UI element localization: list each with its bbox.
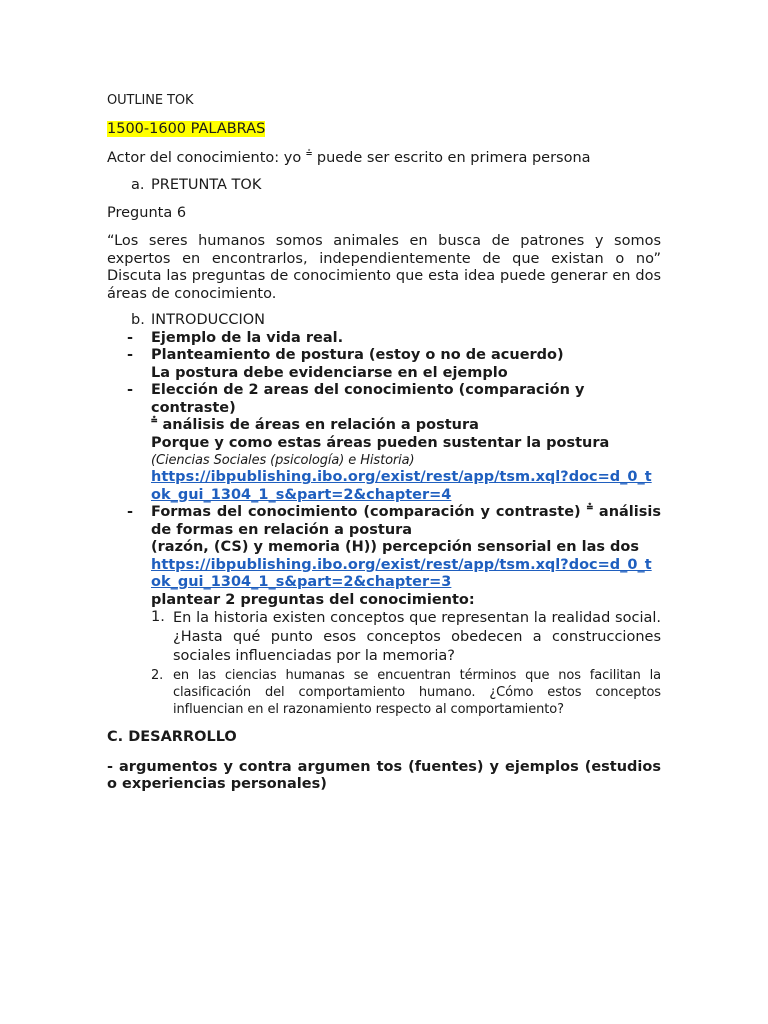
arrow-glyph-icon: ⩮	[305, 145, 313, 159]
bullet-areas-line1: Elección de 2 areas del conocimiento (comparación y contraste)	[151, 382, 585, 416]
bullet-areas-line3: Porque y como estas áreas pueden sustentar la postura	[151, 434, 610, 451]
actor-label: Actor del conocimiento: yo	[107, 149, 302, 166]
arrow-glyph-icon: ⩮	[586, 500, 593, 514]
section-a-marker: a.	[131, 177, 145, 193]
actor-note: puede ser escrito en primera persona	[312, 149, 591, 166]
section-c-heading: C. DESARROLLO	[107, 729, 237, 745]
bullet-postura-text	[151, 347, 661, 382]
question-label: Pregunta 6	[107, 204, 187, 221]
desarrollo-text: - argumentos y contra argumen tos (fuentes) y ejemplos (estudios o experiencias personales)	[107, 758, 661, 792]
numbered-item-2	[151, 667, 661, 718]
ibo-link-chapter-4[interactable]: https://ibpublishing.ibo.org/exist/rest/app/tsm.xql?doc=d_0_tok_gui_1304_1_s&part=2&chapter=4	[151, 469, 652, 503]
word-count-line	[107, 121, 661, 139]
word-count-highlight: 1500-1600 PALABRAS	[107, 121, 266, 137]
section-a-label: PRETUNTA TOK	[151, 177, 262, 193]
arrow-glyph-icon: ⩮	[151, 413, 158, 427]
bullet-areas-body	[151, 382, 661, 504]
numbered-item-2-text: en las ciencias humanas se encuentran términos que nos facilitan la clasificación del comportamiento humano. ¿Cómo estos conceptos influencian en el razonamiento respecto al comportamiento?	[173, 668, 661, 717]
numbered-item-1-text: En la historia existen conceptos que representan la realidad social. ¿Hasta qué punto esos conceptos obedecen a construcciones sociales influenciadas por la memoria?	[173, 610, 661, 664]
document-title: OUTLINE TOK	[107, 93, 194, 108]
bullet-areas	[107, 382, 661, 504]
bullet-example-text: Ejemplo de la vida real.	[151, 329, 344, 346]
bullet-dash: -	[127, 347, 134, 363]
bullet-dash: -	[127, 329, 134, 346]
question-text: “Los seres humanos somos animales en busca de patrones y somos expertos en encontrarlos, independientemente de que existan o no” Discuta las preguntas de conocimiento que esta idea puede generar en dos áreas de conocimiento.	[107, 233, 661, 302]
bullet-formas-body	[151, 500, 661, 609]
bullet-areas-italic-note: (Ciencias Sociales (psicología) e Historia)	[151, 453, 415, 468]
bullet-formas-heading: Formas del conocimiento (comparación y contraste)	[151, 504, 581, 520]
bullet-formas-plantear: plantear 2 preguntas del conocimiento:	[151, 591, 475, 608]
bullet-formas-analysis: análisis de formas en relación a postura	[151, 504, 661, 538]
section-b-marker: b.	[131, 312, 145, 328]
bullet-postura-line2: La postura debe evidenciarse en el ejemplo	[151, 364, 508, 381]
bullet-areas-line2	[151, 413, 661, 435]
section-a-heading	[107, 177, 661, 195]
numbered-marker: 2.	[151, 668, 164, 683]
bullet-formas-line1	[151, 500, 661, 539]
ibo-link-chapter-3[interactable]: https://ibpublishing.ibo.org/exist/rest/app/tsm.xql?doc=d_0_tok_gui_1304_1_s&part=2&chapter=3	[151, 556, 652, 590]
document-page	[107, 90, 661, 794]
bullet-dash: -	[127, 504, 134, 520]
actor-line	[107, 145, 661, 168]
section-b-label: INTRODUCCION	[151, 312, 266, 328]
bullet-areas-analysis: análisis de áreas en relación a postura	[157, 417, 479, 433]
section-b-heading	[107, 312, 661, 330]
bullet-formas-line2: (razón, (CS) y memoria (H)) percepción sensorial en las dos	[151, 539, 640, 555]
bullet-formas	[107, 500, 661, 609]
bullet-postura	[107, 347, 661, 382]
bullet-dash: -	[127, 382, 134, 398]
numbered-item-1	[151, 609, 661, 666]
numbered-marker: 1.	[151, 609, 165, 625]
bullet-postura-line1: Planteamiento de postura (estoy o no de acuerdo)	[151, 347, 564, 363]
bullet-example	[107, 330, 661, 348]
